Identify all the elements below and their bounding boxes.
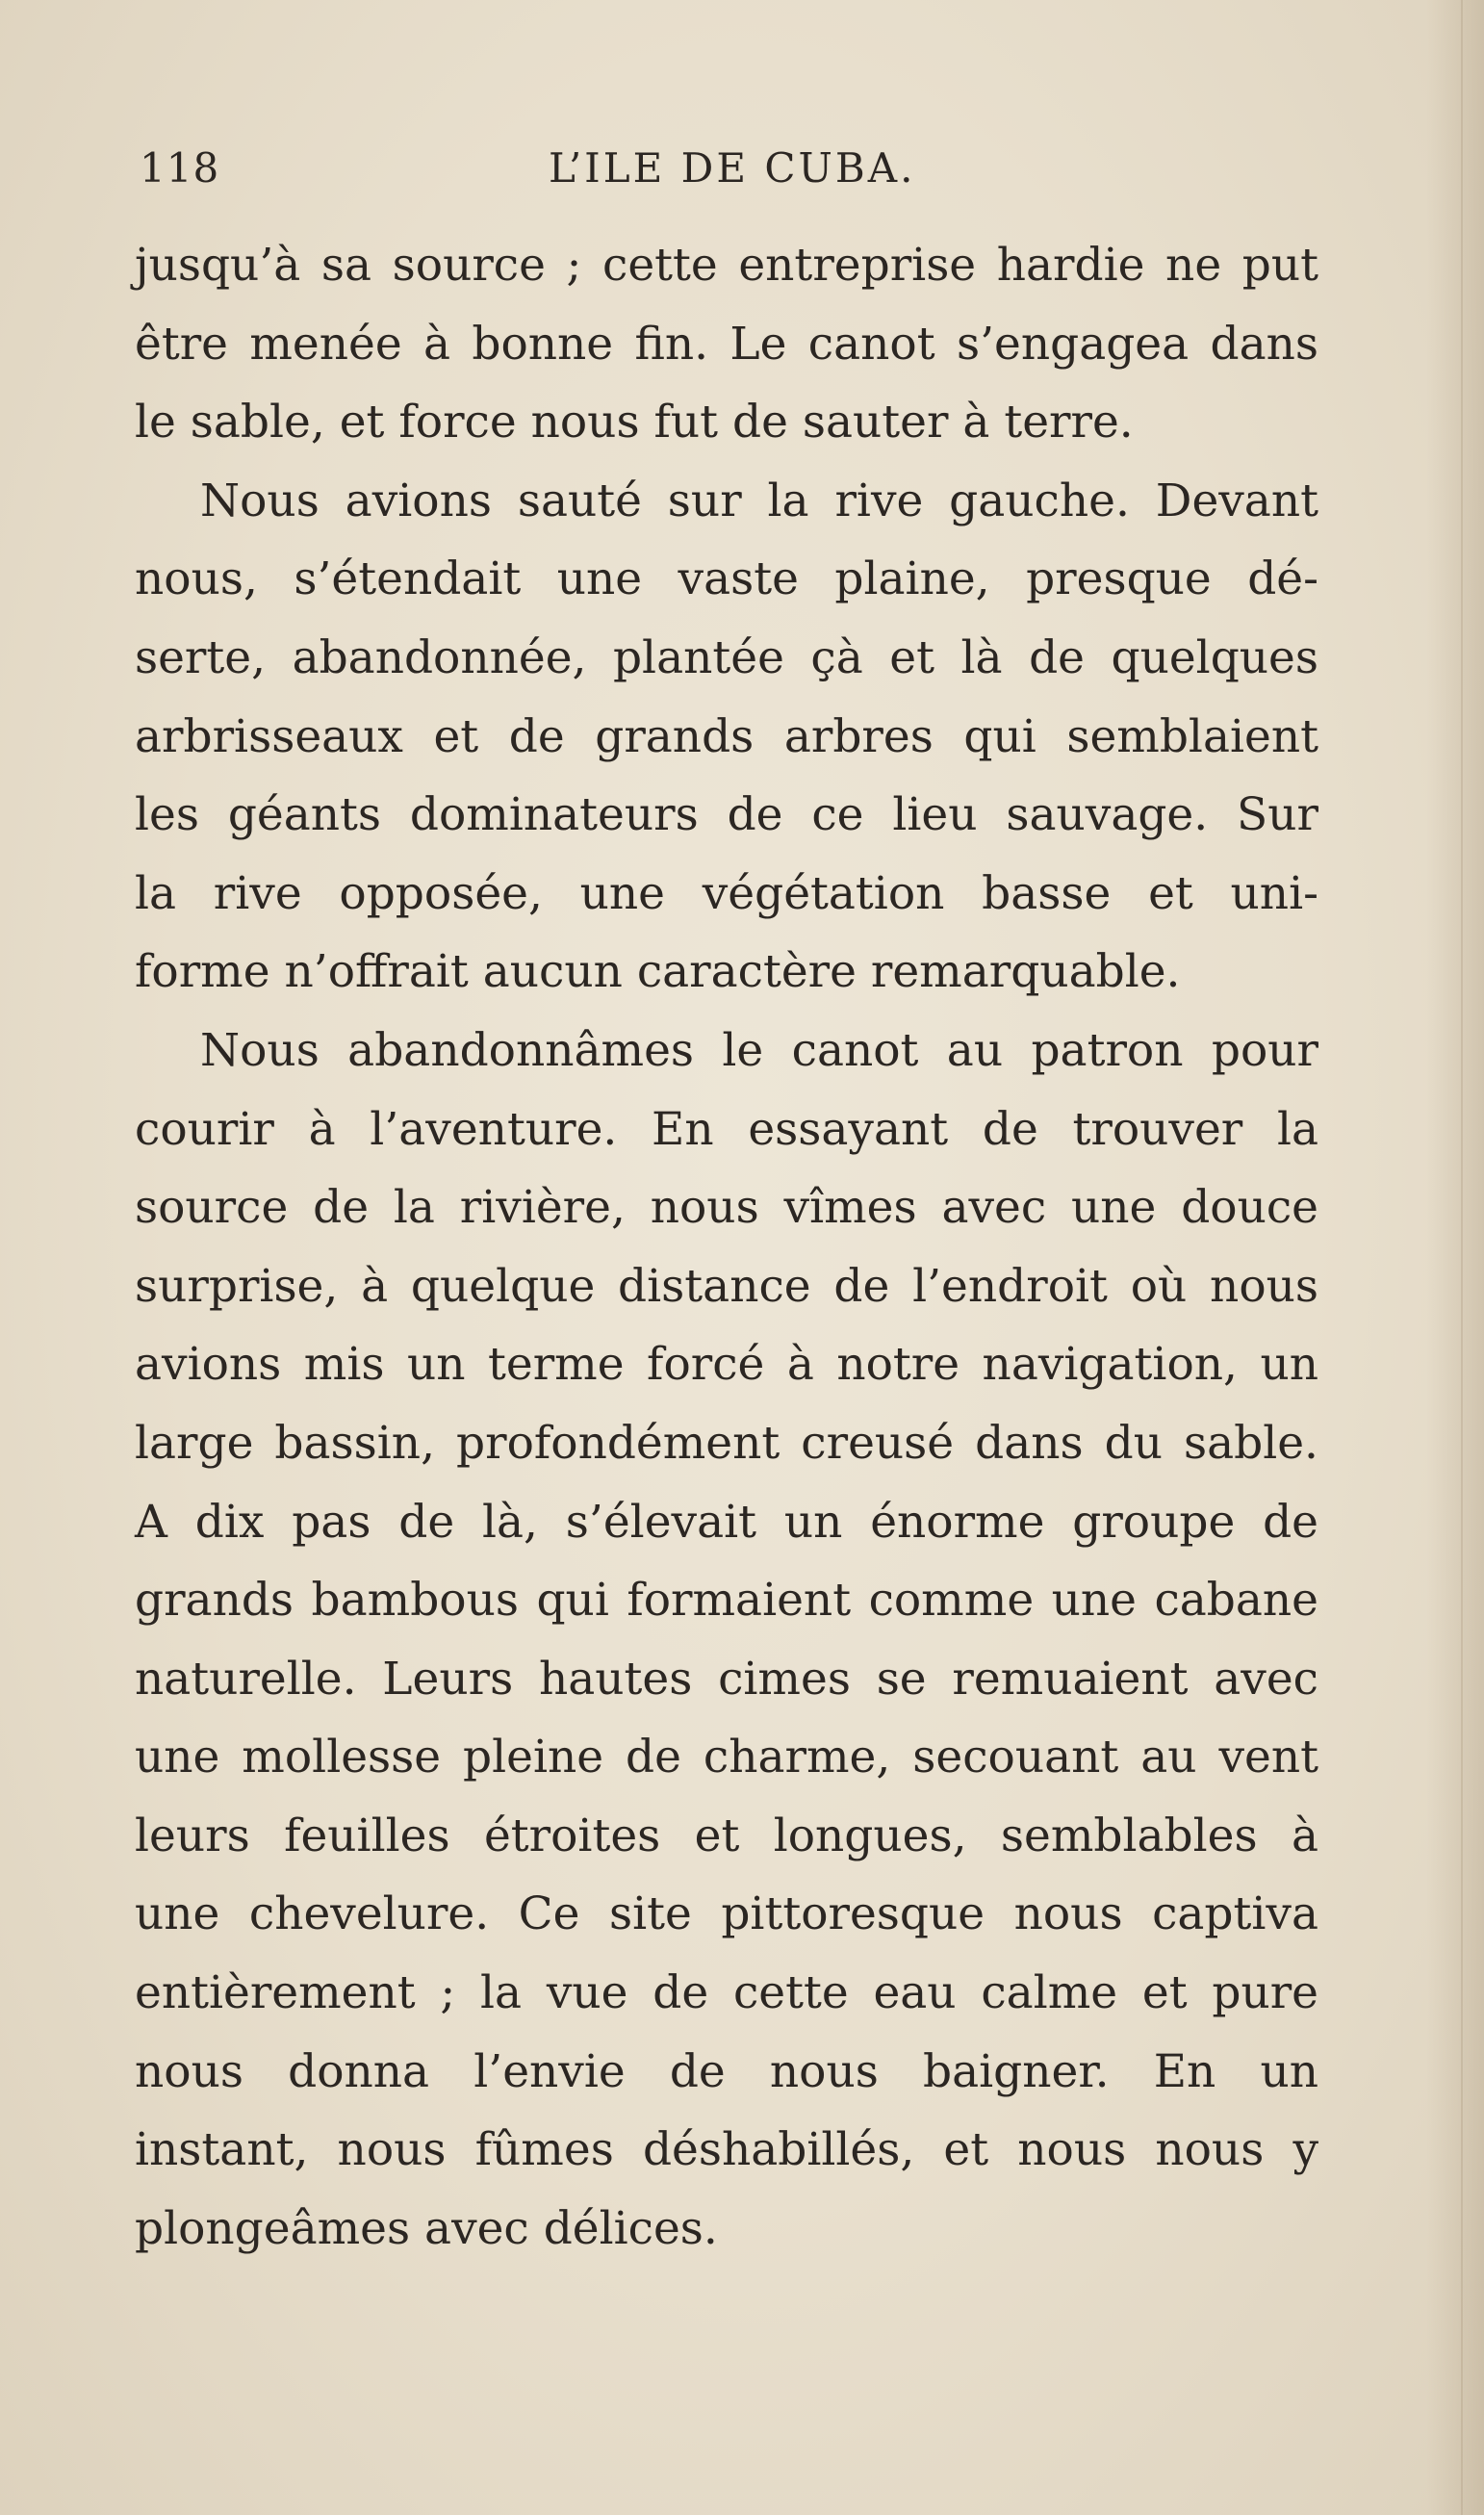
page-edge-shadow [1426,0,1484,2515]
text-line: le sable, et force nous fut de sauter à terre. [135,396,1134,449]
text-line: les géants dominateurs de ce lieu sauvage. Sur [135,788,1318,842]
text-line: large bassin, profondément creusé dans du sable. [135,1416,1318,1470]
text-line: Nous abandonnâmes le canot au patron pour [200,1023,1318,1077]
text-line: nous donna l’envie de nous baigner. En un [135,2044,1318,2098]
text-line: instant, nous fûmes déshabillés, et nous nous y [135,2123,1318,2177]
text-line: plongeâmes avec délices. [135,2201,718,2255]
text-line: courir à l’aventure. En essayant de trouver la [135,1102,1318,1156]
text-line: serte, abandonnée, plantée çà et là de quelques [135,630,1318,684]
text-line: forme n’offrait aucun caractère remarquable. [135,945,1181,999]
page-number: 118 [140,144,220,192]
text-line: grands bambous qui formaient comme une cabane [135,1574,1318,1628]
text-line: leurs feuilles étroites et longues, semblables à [135,1809,1318,1862]
text-line: naturelle. Leurs hautes cimes se remuaient avec [135,1652,1318,1706]
text-line: une mollesse pleine de charme, secouant au vent [135,1731,1318,1784]
text-line: être menée à bonne fin. Le canot s’engagea dans [135,317,1318,371]
text-line: nous, s’étendait une vaste plaine, presque dé- [135,552,1318,606]
text-line: arbrisseaux et de grands arbres qui semblaient [135,709,1318,763]
body-text [135,226,1318,2268]
text-line: surprise, à quelque distance de l’endroit où nous [135,1259,1318,1313]
text-line: avions mis un terme forcé à notre navigation, un [135,1338,1318,1392]
page-fold-line [1461,0,1463,2515]
text-line: A dix pas de là, s’élevait un énorme groupe de [135,1495,1318,1549]
running-title: L’ILE DE CUBA. [549,144,916,192]
page-header [140,144,1314,202]
text-line: source de la rivière, nous vîmes avec une douce [135,1181,1318,1235]
text-line: entièrement ; la vue de cette eau calme et pure [135,1966,1318,2020]
text-line: jusqu’à sa source ; cette entreprise hardie ne put [135,239,1318,292]
text-line: une chevelure. Ce site pittoresque nous captiva [135,1887,1318,1941]
text-line: Nous avions sauté sur la rive gauche. Devant [200,474,1318,527]
text-line: la rive opposée, une végétation basse et uni- [135,866,1318,920]
